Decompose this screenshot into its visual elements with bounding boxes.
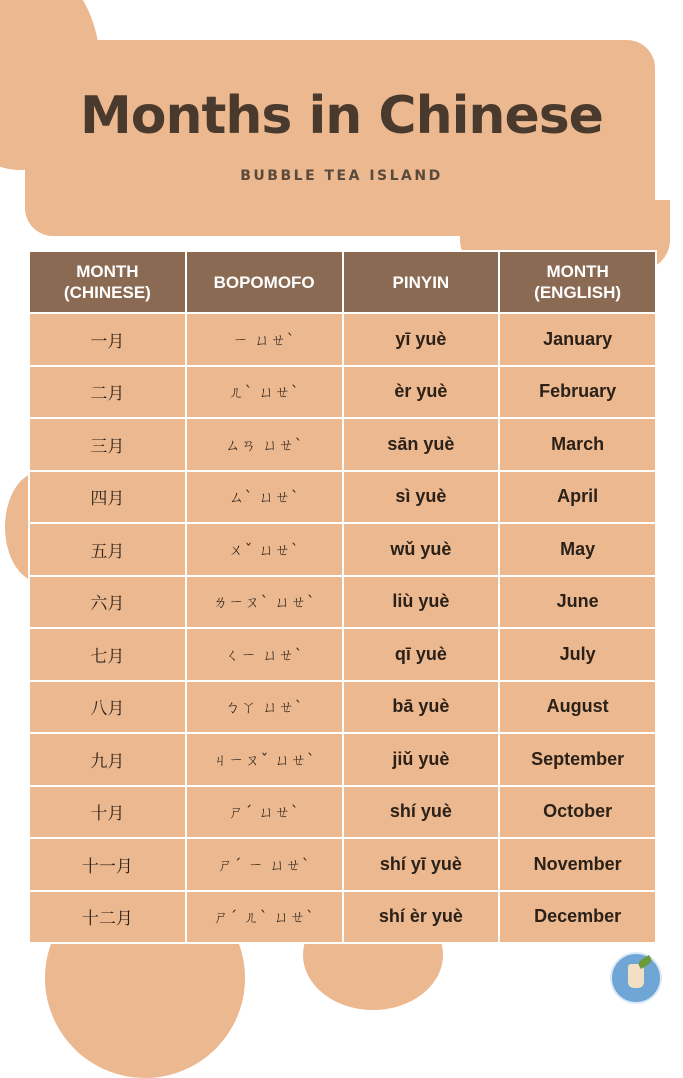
cell-chinese: 十二月 <box>29 891 186 944</box>
logo-leaf <box>637 955 653 969</box>
cell-english: October <box>499 786 656 839</box>
cell-bopomofo: ㄦˋ ㄩㄝˋ <box>186 366 343 419</box>
cell-pinyin: sì yuè <box>343 471 500 524</box>
cell-chinese: 十月 <box>29 786 186 839</box>
column-header-bopomofo: BOPOMOFO <box>186 251 343 313</box>
table-row <box>29 786 656 839</box>
cell-english: March <box>499 418 656 471</box>
cell-english: February <box>499 366 656 419</box>
cell-pinyin: liù yuè <box>343 576 500 629</box>
cell-pinyin: èr yuè <box>343 366 500 419</box>
cell-pinyin: yī yuè <box>343 313 500 366</box>
months-table <box>28 250 657 944</box>
cell-pinyin: shí èr yuè <box>343 891 500 944</box>
table-row <box>29 366 656 419</box>
page-title: Months in Chinese <box>80 86 603 146</box>
cell-chinese: 三月 <box>29 418 186 471</box>
cell-chinese: 六月 <box>29 576 186 629</box>
cell-chinese: 十一月 <box>29 838 186 891</box>
cell-chinese: 九月 <box>29 733 186 786</box>
cell-pinyin: shí yuè <box>343 786 500 839</box>
column-header-month-english: MONTH (ENGLISH) <box>499 251 656 313</box>
cell-bopomofo: ㄧ ㄩㄝˋ <box>186 313 343 366</box>
cell-bopomofo: ㄌㄧㄡˋ ㄩㄝˋ <box>186 576 343 629</box>
cell-bopomofo: ㄑㄧ ㄩㄝˋ <box>186 628 343 681</box>
cell-bopomofo: ㄙㄢ ㄩㄝˋ <box>186 418 343 471</box>
cell-chinese: 一月 <box>29 313 186 366</box>
cell-pinyin: qī yuè <box>343 628 500 681</box>
cell-english: September <box>499 733 656 786</box>
table-row <box>29 523 656 576</box>
cell-bopomofo: ㄨˇ ㄩㄝˋ <box>186 523 343 576</box>
table-row <box>29 733 656 786</box>
cell-bopomofo: ㄐㄧㄡˇ ㄩㄝˋ <box>186 733 343 786</box>
cell-english: June <box>499 576 656 629</box>
table-row <box>29 628 656 681</box>
table-row <box>29 576 656 629</box>
column-header-month-chinese: MONTH (CHINESE) <box>29 251 186 313</box>
bubble-tea-icon <box>610 952 662 1004</box>
cell-english: April <box>499 471 656 524</box>
cell-pinyin: jiǔ yuè <box>343 733 500 786</box>
cell-pinyin: bā yuè <box>343 681 500 734</box>
cell-bopomofo: ㄕˊ ㄦˋ ㄩㄝˋ <box>186 891 343 944</box>
cell-chinese: 四月 <box>29 471 186 524</box>
cell-bopomofo: ㄕˊ ㄧ ㄩㄝˋ <box>186 838 343 891</box>
cell-chinese: 二月 <box>29 366 186 419</box>
cell-pinyin: sān yuè <box>343 418 500 471</box>
cell-bopomofo: ㄙˋ ㄩㄝˋ <box>186 471 343 524</box>
cell-pinyin: wǔ yuè <box>343 523 500 576</box>
page-subtitle: BUBBLE TEA ISLAND <box>240 168 443 184</box>
table-row <box>29 471 656 524</box>
cell-english: May <box>499 523 656 576</box>
cell-english: January <box>499 313 656 366</box>
table-row <box>29 891 656 944</box>
cell-english: November <box>499 838 656 891</box>
cell-chinese: 八月 <box>29 681 186 734</box>
table-row <box>29 418 656 471</box>
table-header-row <box>29 251 656 313</box>
cell-pinyin: shí yī yuè <box>343 838 500 891</box>
cell-english: December <box>499 891 656 944</box>
cell-chinese: 七月 <box>29 628 186 681</box>
cell-english: August <box>499 681 656 734</box>
cell-chinese: 五月 <box>29 523 186 576</box>
table-row <box>29 838 656 891</box>
column-header-pinyin: PINYIN <box>343 251 500 313</box>
cell-english: July <box>499 628 656 681</box>
table-row <box>29 681 656 734</box>
cell-bopomofo: ㄅㄚ ㄩㄝˋ <box>186 681 343 734</box>
table-row <box>29 313 656 366</box>
cell-bopomofo: ㄕˊ ㄩㄝˋ <box>186 786 343 839</box>
